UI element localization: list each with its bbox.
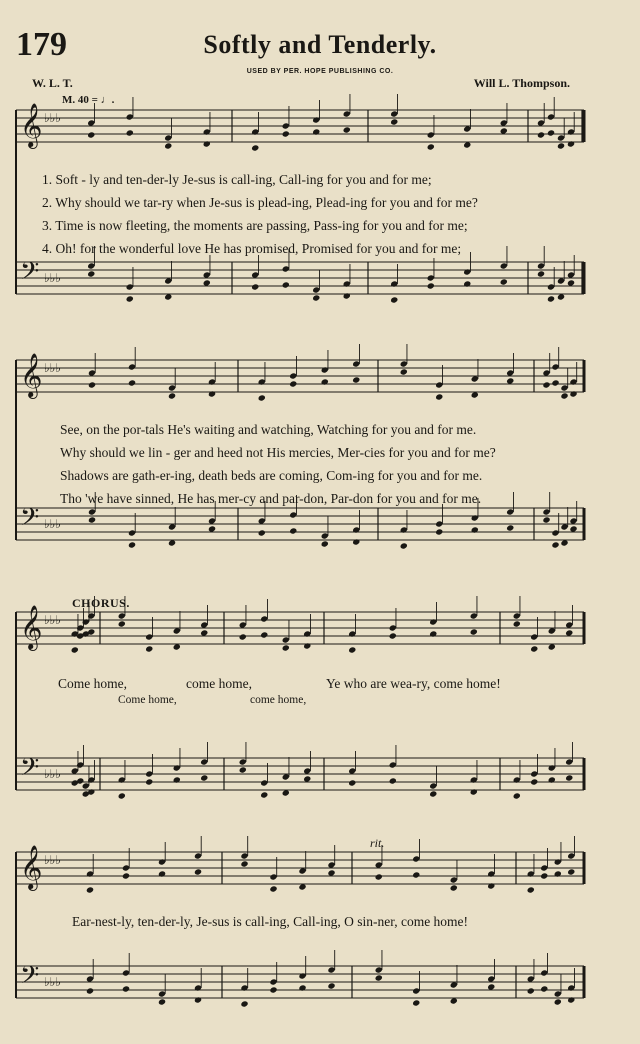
key-signature-flats-icon: ♭♭♭ [44,613,61,627]
note-head [126,129,134,136]
note-head [88,516,96,523]
note-head [527,987,535,994]
note-head [429,630,437,637]
note-head [551,541,559,548]
chorus-lyric-come-home-1: Come home, [58,676,127,691]
note-head [86,987,94,994]
verses-part-2 [60,418,496,510]
chorus-echo-come-home-1: Come home, [118,694,177,706]
note-head [240,860,248,867]
note-head [389,777,397,784]
note-head [435,528,443,535]
note-head [412,999,420,1006]
note-head [567,996,575,1003]
note-head [463,280,471,287]
note-head [530,645,538,652]
note-head [537,131,545,138]
key-signature-flats-icon: ♭♭♭ [44,271,61,285]
note-head [429,790,437,797]
note-head [194,868,202,875]
note-head [87,131,95,138]
note-head [427,282,435,289]
note-head [122,872,130,879]
note-head [506,524,514,531]
note-head [87,270,95,277]
note-head [71,646,79,653]
note-head [400,368,408,375]
key-signature-flats-icon: ♭♭♭ [44,853,61,867]
verse-2-line-a: 2. Why should we tar-ry when Je-sus is plead-ing, Plead-ing for you and for me? [42,195,478,210]
verse-1-line-a: 1. Soft - ly and ten-der-ly Je-sus is call-ing, Call-ing for you and for me; [42,172,432,187]
note-head [554,870,562,877]
final-lyric-line: Ear-nest-ly, ten-der-ly, Je-sus is call-ing, Call-ing, O sin-ner, come home! [72,914,469,929]
note-head [239,766,247,773]
note-head [251,283,259,290]
note-head [258,394,266,401]
note-head [194,996,202,1003]
note-head [251,144,259,151]
note-head [260,791,268,798]
note-head [565,774,573,781]
note-head [547,295,555,302]
note-head [500,278,508,285]
key-signature-flats-icon: ♭♭♭ [44,975,61,989]
note-head [470,628,478,635]
note-head [527,886,535,893]
note-head [567,868,575,875]
note-head [88,381,96,388]
note-head [282,130,290,137]
note-head [321,378,329,385]
note-head [122,985,130,992]
note-head [200,774,208,781]
note-head [269,986,277,993]
bass-clef-icon: 𝄢 [20,503,40,538]
note-head [158,870,166,877]
note-head [327,982,335,989]
chorus-echo-come-home-2: come home, [250,694,307,706]
note-head [569,390,577,397]
note-head [548,776,556,783]
note-head [348,646,356,653]
note-head [158,998,166,1005]
note-head [470,788,478,795]
hymn-number: 179 [16,26,67,63]
chorus-lyric-come-home-2: come home, [186,676,252,691]
note-head [435,393,443,400]
note-head [118,620,126,627]
metronome-marking: M. 40 = ♩. [62,94,115,106]
key-signature-flats-icon: ♭♭♭ [44,517,61,531]
note-head [312,128,320,135]
treble-clef-icon: 𝄞 [20,103,43,147]
note-head [348,779,356,786]
treble-clef-icon: 𝄞 [20,605,43,649]
bass-clef-icon: 𝄢 [20,257,40,292]
treble-clef-icon: 𝄞 [20,845,43,889]
key-signature-flats-icon: ♭♭♭ [44,111,61,125]
note-head [540,872,548,879]
note-head [239,633,247,640]
verse-3-line-b: Shadows are gath-er-ing, death beds are coming, Com-ing for you and for me. [60,468,483,483]
ritardando-marking: rit. [370,836,385,850]
verse-1-line-b: See, on the por-tals He's waiting and watching, Watching for you and for me. [60,422,477,437]
note-head [375,974,383,981]
note-head [537,270,545,277]
note-head [427,143,435,150]
hymn-title: Softly and Tenderly. [203,30,437,59]
note-head [168,392,176,399]
note-head [145,778,153,785]
note-head [173,776,181,783]
bass-clef-icon: 𝄢 [20,753,40,788]
note-head [128,379,136,386]
note-head [128,541,136,548]
note-head [240,1000,248,1007]
chorus-lyric-weary: Ye who are wea-ry, come home! [326,676,501,691]
note-head [487,882,495,889]
key-signature-flats-icon: ♭♭♭ [44,767,61,781]
permission-notice: USED BY PER. HOPE PUBLISHING CO. [246,68,394,75]
verse-4-line-b: Tho 'we have sinned, He has mer-cy and par-don, Par-don for you and for me. [60,491,482,506]
note-head [567,140,575,147]
lyricist-initials: W. L. T. [32,76,73,90]
note-head [375,873,383,880]
verse-4-line-a: 4. Oh! for the wonderful love He has promised, Promised for you and for me; [42,241,462,256]
note-head [343,292,351,299]
note-head [118,792,126,799]
note-head [321,540,329,547]
key-signature-flats-icon: ♭♭♭ [44,361,61,375]
note-head [289,527,297,534]
note-head [513,620,521,627]
note-head [352,376,360,383]
note-head [312,294,320,301]
note-head [450,884,458,891]
note-head [542,516,550,523]
verse-3-line-a: 3. Time is now fleeting, the moments are passing, Pass-ing for you and for me; [42,218,468,233]
note-head [542,381,550,388]
note-head [289,380,297,387]
note-head [258,529,266,536]
note-head [164,142,172,149]
note-head [389,632,397,639]
note-head [260,631,268,638]
note-head [343,126,351,133]
composer-name: Will L. Thompson. [473,76,570,90]
note-head [471,526,479,533]
note-head [554,998,562,1005]
verses-part-1 [42,168,478,260]
note-head [298,984,306,991]
note-head [560,392,568,399]
note-head [513,792,521,799]
treble-clef-icon: 𝄞 [20,353,43,397]
note-head [557,142,565,149]
note-head [412,871,420,878]
note-head [269,885,277,892]
note-head [126,295,134,302]
verse-2-line-b: Why should we lin - ger and heed not His mercies, Mer-cies for you and for me? [60,445,496,460]
note-head [203,140,211,147]
note-head [303,642,311,649]
note-head [86,886,94,893]
note-head [530,778,538,785]
chorus-label: CHORUS. [72,596,130,610]
note-head [400,542,408,549]
note-head [352,538,360,545]
note-head [547,129,555,136]
note-head [145,645,153,652]
note-head [282,644,290,651]
note-head [282,281,290,288]
note-head [390,118,398,125]
note-head [540,985,548,992]
note-head [208,390,216,397]
note-head [390,296,398,303]
note-head [551,379,559,386]
bass-clef-icon: 𝄢 [20,961,40,996]
